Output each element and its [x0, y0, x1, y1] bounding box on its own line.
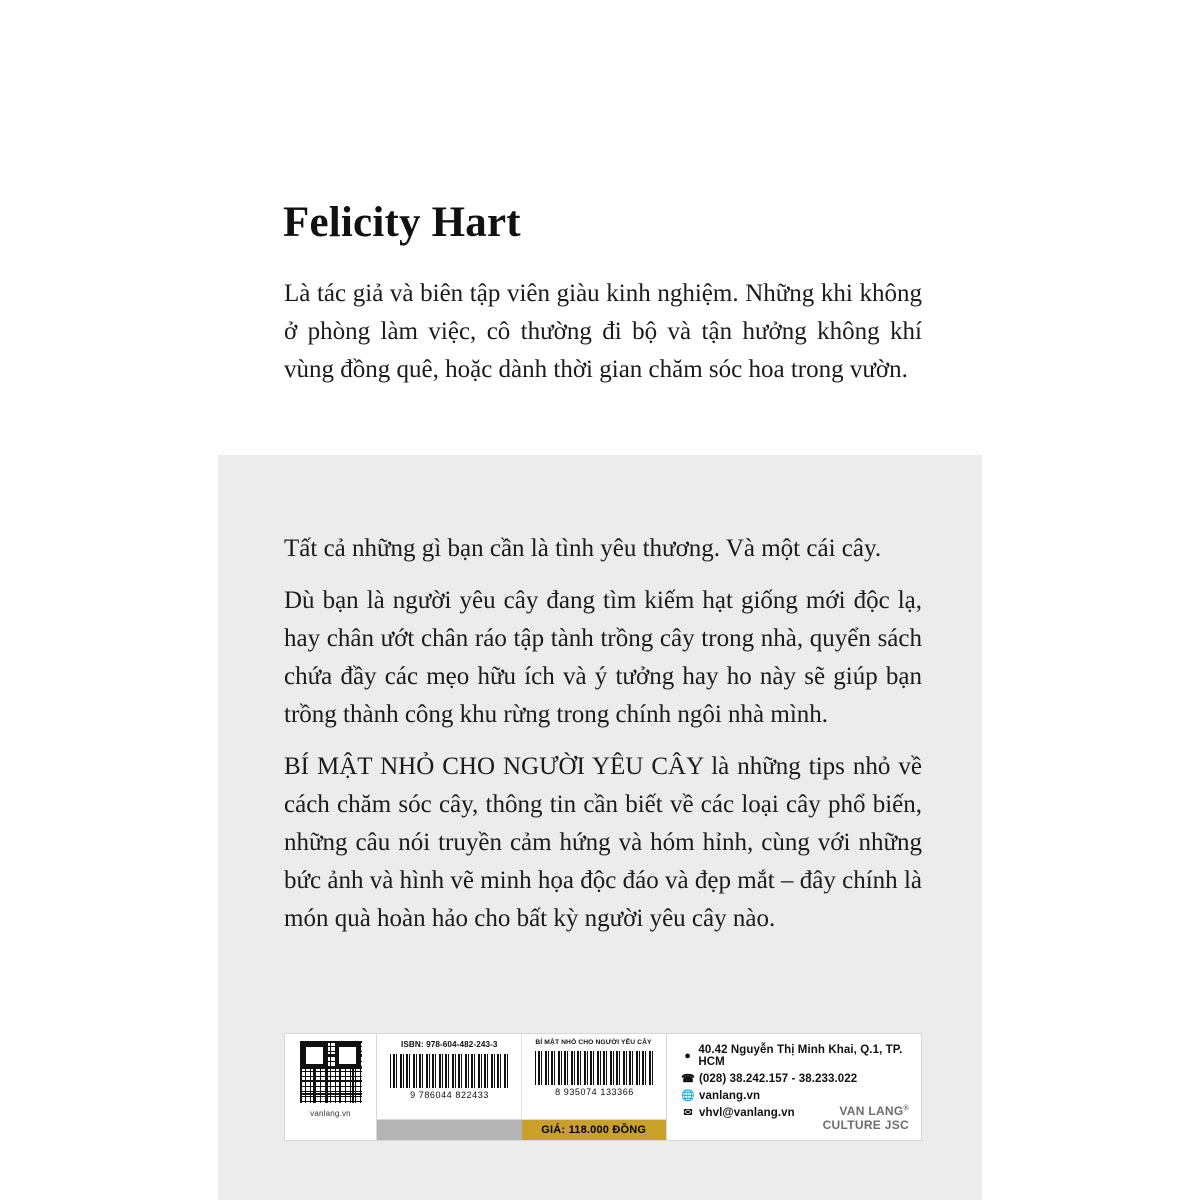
author-name: Felicity Hart — [283, 199, 521, 246]
blurb-paragraph: BÍ MẬT NHỎ CHO NGƯỜI YÊU CÂY là những tips nhỏ về cách chăm sóc cây, thông tin cần biết về các loại cây phổ biến, những câu nói truyền cảm hứng và hóm hỉnh, cùng với những bức ảnh và hình vẽ minh họa độc đáo và đẹp mắt – đây chính là món quà hoàn hảo cho bất kỳ người yêu cây nào. — [284, 753, 922, 932]
website-text: vanlang.vn — [699, 1089, 761, 1102]
contact-cell — [667, 1034, 921, 1140]
price-label: GIÁ: 118.000 ĐỒNG — [522, 1120, 667, 1140]
blurb-paragraph: Tất cả những gì bạn cần là tình yêu thương. Và một cái cây. — [284, 535, 882, 562]
address-line — [681, 1044, 921, 1068]
barcode-bars-icon — [535, 1051, 653, 1085]
publisher-footer — [284, 1033, 922, 1141]
email-text: vhvl@vanlang.vn — [699, 1106, 795, 1119]
title-barcode — [521, 1034, 666, 1119]
price-spacer — [377, 1120, 522, 1140]
author-section — [218, 0, 982, 455]
mail-icon: ✉ — [683, 1107, 693, 1119]
phone-text: (028) 38.242.157 - 38.233.022 — [699, 1072, 858, 1085]
title-number: 8 935074 133366 — [554, 1087, 634, 1098]
price-bar — [377, 1119, 666, 1140]
publisher-line-1: VAN LANG® — [839, 1104, 909, 1118]
qr-code-label: vanlang.vn — [310, 1109, 351, 1118]
barcode-cell — [377, 1034, 667, 1140]
publisher-line-2: CULTURE JSC — [822, 1118, 909, 1132]
book-back-cover — [218, 0, 982, 1200]
blurb-paragraph: Dù bạn là người yêu cây đang tìm kiếm hạt giống mới độc lạ, hay chân ướt chân ráo tập tành trồng cây trong nhà, quyển sách chứa đầy các mẹo hữu ích và ý tưởng hay ho này sẽ giúp bạn trồng thành công khu rừng trong chính ngôi nhà mình. — [284, 587, 922, 728]
author-bio: Là tác giả và biên tập viên giàu kinh nghiệm. Những khi không ở phòng làm việc, cô thường đi bộ và tận hưởng không khí vùng đồng quê, hoặc dành thời gian chăm sóc hoa trong vườn. — [284, 280, 922, 383]
blurb-section — [218, 455, 982, 1200]
title-label: BÍ MẬT NHỎ CHO NGƯỜI YÊU CÂY — [535, 1039, 653, 1046]
qr-code-icon — [300, 1041, 362, 1103]
barcode-row — [377, 1034, 666, 1119]
address-text: 40.42 Nguyễn Thị Minh Khai, Q.1, TP. HCM — [698, 1044, 903, 1068]
website-line[interactable] — [681, 1089, 921, 1102]
qr-code-cell — [285, 1034, 377, 1140]
phone-line — [681, 1072, 921, 1085]
isbn-label: ISBN: 978-604-482-243-3 — [400, 1039, 498, 1049]
isbn-number: 9 786044 822433 — [409, 1090, 489, 1101]
blurb-text — [284, 530, 922, 938]
isbn-barcode — [377, 1034, 521, 1119]
phone-icon: ☎ — [681, 1073, 695, 1085]
barcode-bars-icon — [390, 1054, 508, 1088]
publisher-logo — [823, 1102, 909, 1132]
location-pin-icon: ● — [684, 1050, 692, 1062]
globe-icon: 🌐 — [681, 1090, 695, 1102]
